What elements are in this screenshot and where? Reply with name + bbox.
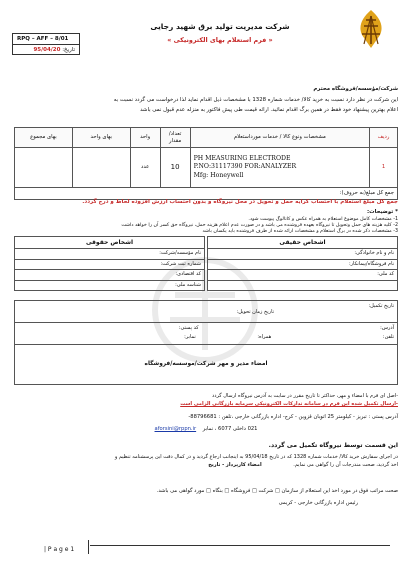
completion-text-2 [14, 462, 398, 468]
intro-line-1: این شرکت در نظر دارد نسبت به خرید کالا/ خدمات شماره 1328 با مشخصات ذیل اقدام نماید لذا درخواست می گردد نسبت به [113, 97, 398, 103]
total-in-words-label: جمع کل مبلغ(به حروف): [15, 188, 398, 200]
greeting: شرکت/مؤسسه/فروشگاه محترم [313, 86, 398, 92]
deadline-text: -اصل ای فرم با امضاء و مهر، حداکثر تا تاریخ مقرر در سایت به آدرس نیروگاه ارسال گردد [212, 393, 398, 399]
notice-text: جمع کل مبلغ استعلام با احتساب کرایه حمل و تحویل در محل نیروگاه و بدون احتساب ارزش افزوده لحاظ و درج گردد. [82, 199, 398, 205]
legal-national-id[interactable]: شناسه ملی: [15, 280, 205, 291]
legal-persons-table [14, 236, 205, 291]
fax-label[interactable]: نمابر: [184, 334, 196, 341]
form-date [13, 44, 79, 54]
col-row-no: ردیف [370, 128, 398, 148]
col-total: بهای مجموع [15, 128, 73, 148]
date-value: 95/04/20 [33, 47, 61, 53]
head-label: رئیس اداره بازرگانی خارجی - کریمی [278, 500, 358, 506]
reg-date[interactable]: تاریخ تکمیل: [368, 303, 394, 309]
mobile-label[interactable]: همراه: [257, 334, 272, 341]
note-3: 3- مشخصات ذکر شده در برگ استعلام و مشخصات ارائه شده از طرف فروشنده باید یکسان باشد [202, 229, 398, 234]
row-no: 1 [370, 148, 398, 188]
postal-address: آدرس پستی : تبریز - کیلومتر 25 اتوبان قزوین - کرج- اداره بازرگانی خارجی ،تلفن : 88796681- [188, 414, 398, 420]
note-1: 1- مشخصات کامل موضوع استعلام به همراه عکس و کاتالوگ پیوست شود. [248, 217, 398, 222]
table-row [15, 148, 398, 188]
date-label: تاریخ: [62, 47, 75, 53]
postal-code-label[interactable]: کد پستی: [178, 325, 199, 331]
common-dates [15, 301, 398, 323]
form-code: RPQ – AFF – 8/01 [17, 36, 69, 42]
form-code-box [12, 33, 80, 55]
desc-line-3: Mfg: Honeywell [193, 171, 244, 179]
stamp-area[interactable]: امضاء مدیر و مهر شرکت/موسسه/فروشگاه [15, 345, 398, 385]
completion-text: در اجرای سفارش خرید کالا/ خدمات شماره 1328 که در تاریخ 95/04/18 به اینجانب ارجاع گردید و در کمال دقت این پرسشنامه تنظیم و [114, 454, 398, 460]
page-number: | P a g e 1 [44, 546, 75, 553]
notes-title: * توضیحات: [367, 209, 398, 215]
real-empty-row [208, 280, 398, 291]
total-row [15, 188, 398, 200]
completion-title: این قسمت توسط نیروگاه تکمیل می گردد. [268, 442, 398, 449]
real-persons-table [207, 236, 398, 291]
page-divider-vertical [88, 540, 89, 554]
col-description: مشخصات ونوع کالا / خدمات مورداستعلام [190, 128, 369, 148]
approval-text: صحت مراتب فوق در مورد اخذ این استعلام از سازمان □ شرکت □ فروشگاه □ بنگاه □ مورد گواهی می باشد. [156, 488, 398, 494]
delivery-date[interactable]: تاریخ زمان تحویل: [236, 309, 274, 316]
legal-reg-no[interactable]: شماره ثبت شرکت: [15, 259, 205, 270]
company-logo [350, 8, 392, 50]
page-divider [90, 545, 390, 546]
real-national-code[interactable]: کد ملی: [208, 270, 398, 281]
desc-line-1: PH MEASURING ELECTRODE [193, 155, 291, 163]
common-contact [15, 323, 398, 345]
total-price-input[interactable] [15, 148, 73, 188]
completion-text-2-body: اخذ گردید، صحت مندرجات آن را گواهی می نمایم. [293, 462, 398, 468]
signature-label[interactable]: امضاء کارپرداز - تاریخ [208, 462, 262, 468]
form-title: « فرم استعلام بهای الکترونیکی » [167, 36, 273, 44]
col-unit-price: بهای واحد [72, 128, 130, 148]
upload-text: -ارسال تکمیل شده این فرم در سامانه تدارکات الکترونیکی سرمایه بازرگانی الزامی است [180, 401, 398, 407]
legal-company-name[interactable]: نام مؤسسه/شرکت: [15, 249, 205, 260]
col-qty: تعداد/ مقدار [160, 128, 190, 148]
legal-title: اشخاص حقوقی [15, 237, 205, 249]
tel-label[interactable]: تلفن: [382, 334, 394, 341]
company-name: شرکت مدیریت تولید برق شهید رجایی [150, 22, 290, 31]
contact-line [14, 426, 398, 433]
fax-line: 021 داخلی 6077 ، نمابر [202, 426, 258, 432]
item-unit: عدد [130, 148, 160, 188]
intro-line-2: اعلام بهترین پیشنهاد خود فقط در همین برگ اقدام نمائید. ارائه قیمت طی پیش فاکتور به منزله عدم قبول نمی باشد [140, 107, 398, 113]
real-title: اشخاص حقیقی [208, 237, 398, 249]
unit-price-input[interactable] [72, 148, 130, 188]
real-name[interactable]: نام و نام خانوادگی: [208, 249, 398, 260]
common-info-table [14, 300, 398, 385]
note-2: 2- کلیه هزینه های حمل وتحویل تا نیروگاه بعهده فروشنده می باشد و در صورت عدم اعلام هزینه حمل، نیروگاه حق کسر آن را خواهد داشت [121, 223, 398, 228]
email-link[interactable]: aforsini@rppn.ir [154, 426, 197, 432]
address-label[interactable]: آدرس: [380, 325, 394, 331]
desc-line-2: P.NO:31117390 FOR:ANALYZER [193, 163, 297, 171]
item-qty: 10 [160, 148, 190, 188]
real-store[interactable]: نام فروشگاه/پیمانکار: [208, 259, 398, 270]
legal-economic-code[interactable]: کد اقتصادی: [15, 270, 205, 281]
col-unit: واحد [130, 128, 160, 148]
item-description [190, 148, 369, 188]
items-table [14, 127, 398, 200]
